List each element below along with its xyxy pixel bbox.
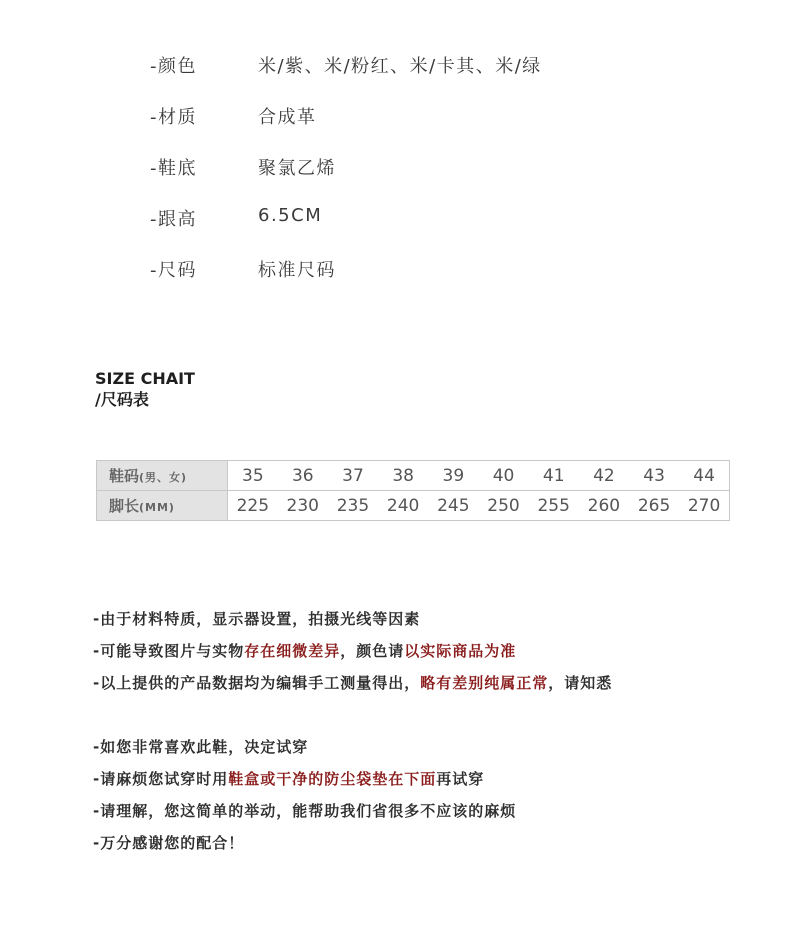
size-row-sublabel: (男、女) xyxy=(139,471,188,484)
size-chart-title-en: SIZE CHAIT xyxy=(95,369,195,388)
length-cell: 265 xyxy=(629,491,679,521)
spec-value: 合成革 xyxy=(258,107,317,128)
length-row-sublabel: (MM) xyxy=(139,501,175,514)
size-cell: 42 xyxy=(579,461,629,491)
spec-row-heel xyxy=(150,205,542,256)
size-row-header xyxy=(97,461,228,491)
length-cell: 250 xyxy=(478,491,528,521)
note-text: -由于材料特质，显示器设置，拍摄光线等因素 xyxy=(93,610,421,628)
note-line xyxy=(93,768,612,800)
spec-label: -鞋底 xyxy=(150,158,197,179)
spec-value: 米/紫、米/粉红、米/卡其、米/绿 xyxy=(258,56,542,77)
note-highlight: 以实际商品为准 xyxy=(404,642,517,660)
length-row-label: 脚长 xyxy=(109,497,140,515)
note-highlight: 鞋盒或干净的防尘袋垫在下面 xyxy=(228,770,437,788)
length-row-header xyxy=(97,491,228,521)
spec-row-size xyxy=(150,256,542,307)
size-row-label: 鞋码 xyxy=(109,467,140,485)
length-cell: 240 xyxy=(378,491,428,521)
spec-value: 聚氯乙烯 xyxy=(258,158,336,179)
length-cell: 245 xyxy=(428,491,478,521)
spec-row-color xyxy=(150,52,542,103)
size-row xyxy=(97,461,730,491)
note-spacer xyxy=(93,704,612,736)
size-cell: 40 xyxy=(478,461,528,491)
length-row xyxy=(97,491,730,521)
size-cell: 36 xyxy=(278,461,328,491)
length-cell: 260 xyxy=(579,491,629,521)
note-line xyxy=(93,640,612,672)
note-line xyxy=(93,608,612,640)
spec-row-sole xyxy=(150,154,542,205)
note-text: -如您非常喜欢此鞋，决定试穿 xyxy=(93,738,309,756)
note-highlight: 略有差别纯属正常 xyxy=(420,674,549,692)
size-chart-title-cn: /尺码表 xyxy=(95,390,149,409)
size-cell: 37 xyxy=(328,461,378,491)
size-cell: 44 xyxy=(679,461,729,491)
note-text: -万分感谢您的配合！ xyxy=(93,834,245,852)
note-line xyxy=(93,736,612,768)
length-cell: 255 xyxy=(529,491,579,521)
note-text: ，颜色请 xyxy=(340,642,405,660)
note-highlight: 存在细微差异 xyxy=(244,642,341,660)
size-cell: 39 xyxy=(428,461,478,491)
note-text: -以上提供的产品数据均为编辑手工测量得出， xyxy=(93,674,421,692)
size-cell: 35 xyxy=(228,461,278,491)
spec-value: 6.5CM xyxy=(258,205,323,226)
spec-label: -跟高 xyxy=(150,209,197,230)
spec-label: -颜色 xyxy=(150,56,197,77)
note-text: 再试穿 xyxy=(436,770,485,788)
note-text: -请麻烦您试穿时用 xyxy=(93,770,229,788)
spec-value: 标准尺码 xyxy=(258,260,336,281)
note-text: -可能导致图片与实物 xyxy=(93,642,245,660)
length-cell: 225 xyxy=(228,491,278,521)
size-cell: 38 xyxy=(378,461,428,491)
note-text: -请理解，您这简单的举动，能帮助我们省很多不应该的麻烦 xyxy=(93,802,517,820)
notes-block xyxy=(93,608,612,864)
note-line xyxy=(93,672,612,704)
note-text: ，请知悉 xyxy=(548,674,613,692)
spec-list xyxy=(150,52,542,307)
spec-label: -尺码 xyxy=(150,260,197,281)
size-cell: 41 xyxy=(529,461,579,491)
spec-row-material xyxy=(150,103,542,154)
length-cell: 235 xyxy=(328,491,378,521)
spec-label: -材质 xyxy=(150,107,197,128)
note-line xyxy=(93,832,612,864)
length-cell: 230 xyxy=(278,491,328,521)
length-cell: 270 xyxy=(679,491,729,521)
size-table xyxy=(96,460,730,521)
size-cell: 43 xyxy=(629,461,679,491)
size-chart-title xyxy=(95,368,195,410)
note-line xyxy=(93,800,612,832)
